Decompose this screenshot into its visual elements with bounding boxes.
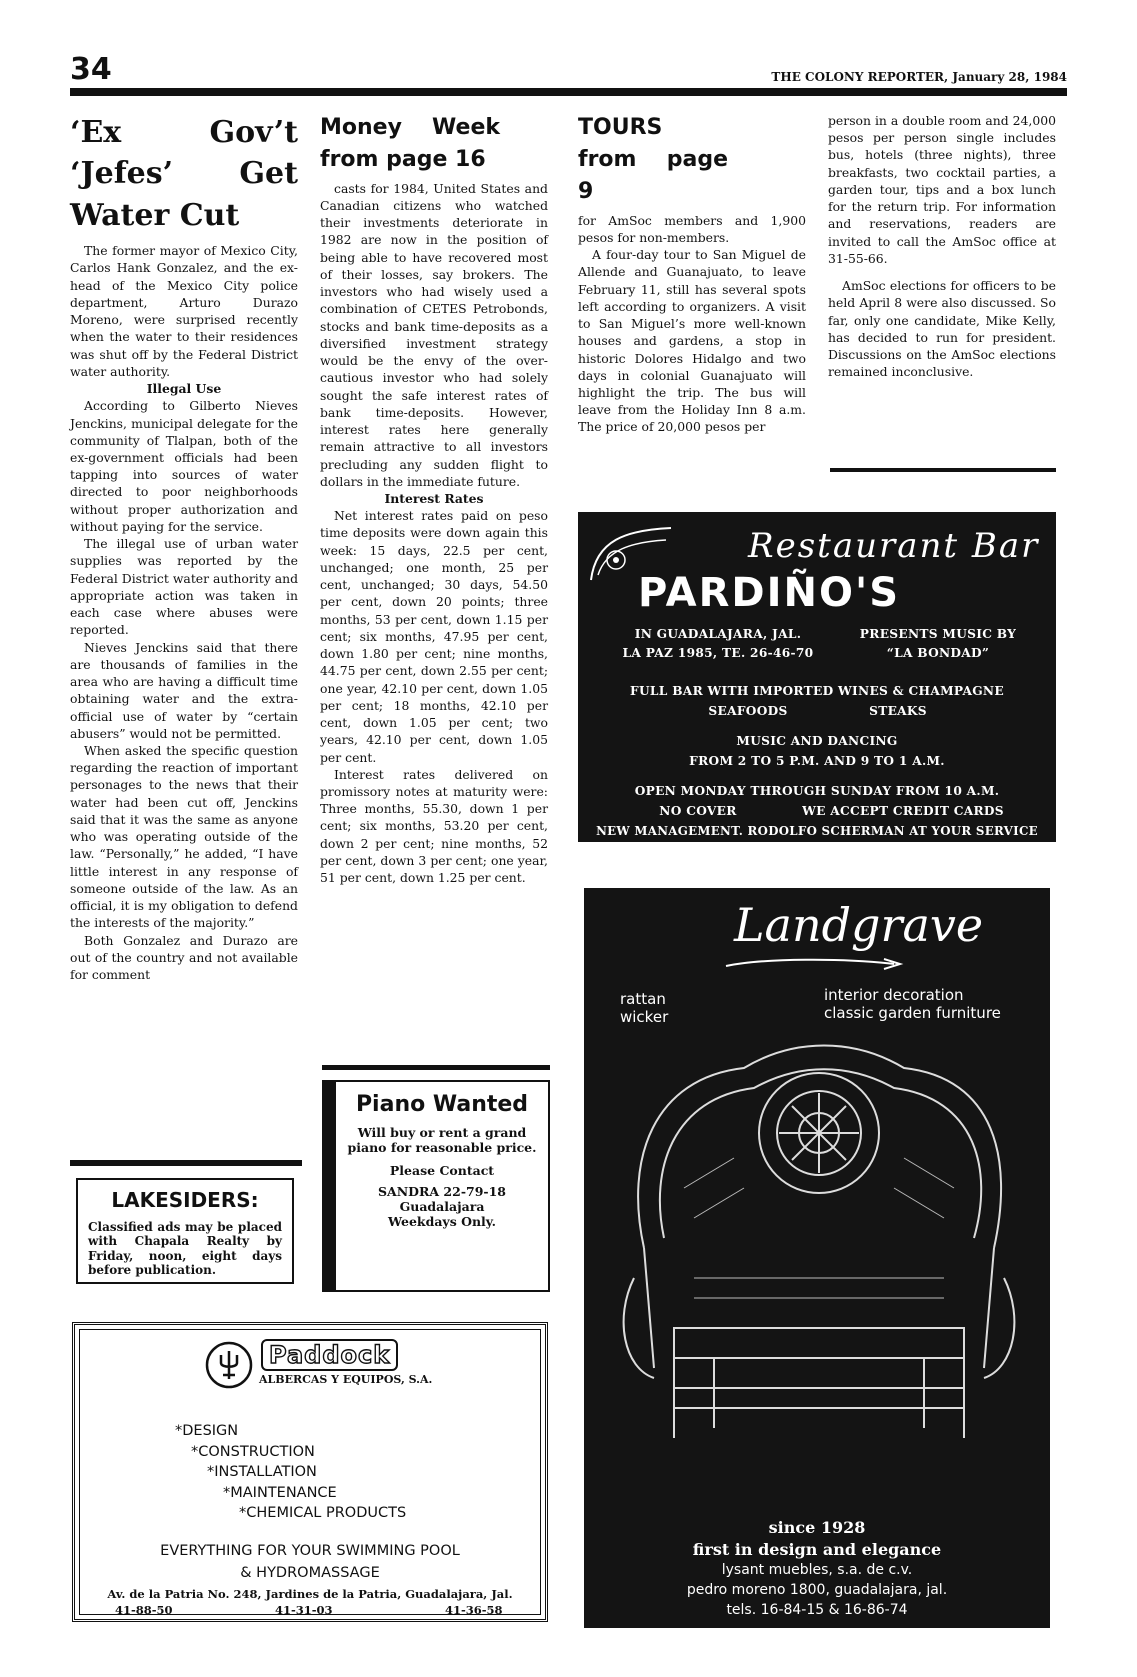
pardinos-location-1: IN GUADALAJARA, JAL. (634, 627, 802, 641)
pardinos-cover: NO COVER (659, 804, 737, 818)
piano-title: Piano Wanted (355, 1092, 529, 1117)
paragraph: Interest rates delivered on promissory notes at maturity were: Three months, 55.30, down 1 per cent; six months, 53.20 per cent, down 2 per cent; nine months, 52 per cent, down 3 per cent; one year, 51 per cent, down 1.25 per cent. (320, 766, 548, 886)
pardinos-name: PARDIÑO'S (638, 570, 901, 616)
paragraph: for AmSoc members and 1,900 pesos for non-members. (578, 212, 806, 245)
column-rule (70, 1160, 302, 1166)
landgrave-slogan: first in design and elegance (692, 1540, 942, 1559)
header-rule (70, 88, 1067, 96)
service-item: *MAINTENANCE (223, 1484, 337, 1501)
wicker-chair-illustration (614, 1038, 1024, 1458)
landgrave-left-2: wicker (620, 1008, 669, 1026)
paragraph: According to Gilberto Nieves Jenckins, municipal delegate for the community of Tlalpan, both of the ex-government officials had been tapping into sources of water directed to poor neighborhoods without proper authorization and without paying for the service. (70, 398, 298, 534)
paragraph: AmSoc elections for officers to be held April 8 were also discussed. So far, only one candidate, Mike Kelly, has decided to run for president. Discussions on the AmSoc elections remained inconclusive. (828, 278, 1056, 380)
paragraph: casts for 1984, United States and Canadian citizens who watched their investments deteriorate in 1982 are now in the position of being able to have recovered most of their losses, say brokers. The investors who had wisely used a combination of CETES Petrobonds, stocks and bank time-deposits as a diversified investment strategy would be the envy of the over-cautious investor who had solely sought the safe interest rates of bank time-deposits. However, interest rates here generally remain attractive to all investors precluding any sudden flight to dollars in the immediate future. (320, 180, 548, 489)
lakesiders-body: Classified ads may be placed with Chapala Realty by Friday, noon, eight days before publication. (88, 1220, 282, 1278)
paddock-phone-1: 41-88-50 (115, 1603, 173, 1617)
service-item: *CHEMICAL PRODUCTS (239, 1505, 407, 1522)
page-number: 34 (70, 52, 112, 87)
paddock-phone-2: 41-31-03 (275, 1603, 333, 1617)
pardinos-bar-2b: STEAKS (869, 704, 927, 718)
piano-city: Guadalajara (399, 1199, 485, 1214)
landgrave-right-1: interior decoration (824, 986, 964, 1004)
pardinos-dance-1: MUSIC AND DANCING (736, 734, 898, 748)
paragraph: Both Gonzalez and Durazo are out of the country and not available for comment (70, 932, 298, 983)
pardinos-dance-2: FROM 2 TO 5 P.M. AND 9 TO 1 A.M. (689, 754, 945, 768)
pardinos-bar-1: FULL BAR WITH IMPORTED WINES & CHAMPAGNE (630, 684, 1004, 698)
piano-days: Weekdays Only. (388, 1214, 496, 1229)
underline-swash-icon (724, 956, 904, 972)
paragraph: Net interest rates paid on peso time deposits were down again this week: 15 days, 22.5 per cent, unchanged; one month, 25 per cent, unchanged; 30 days, 54.50 per cent, down 20 points; three months, 53 per cent, down 1.15 per cent; six months, 47.95 per cent, down 1.80 per cent; nine months, 44.75 per cent, down 2.55 per cent; one year, 42.10 per cent, down 1.05 per cent; 18 months, 42.10 per cent, down 1.05 per cent; two years, 42.10 per cent, down 1.05 per cent. (320, 508, 548, 765)
service-item: *DESIGN (175, 1423, 239, 1439)
paddock-phone-3: 41-36-58 (445, 1603, 503, 1617)
piano-body: Will buy or rent a grand piano for reasonable price. (347, 1125, 537, 1155)
pardinos-management: NEW MANAGEMENT. RODOLFO SCHERMAN AT YOUR SERVICE (596, 824, 1038, 838)
article-tours-continued (828, 112, 1056, 381)
article-water-cut (70, 112, 298, 983)
piano-wanted-box (322, 1080, 550, 1292)
pardinos-music-1: PRESENTS MUSIC BY (859, 627, 1017, 641)
landgrave-address: pedro moreno 1800, guadalajara, jal. (686, 1582, 948, 1598)
landgrave-company: lysant muebles, s.a. de c.v. (721, 1562, 913, 1578)
paragraph: When asked the specific question regarding the reaction of important personages to the news that their water had been cut off, Jenckins said that it was the same as anyone who was operating outside of the law. “Personally,” he added, “I have little interest in any response of someone outside of the law. As an official, it is my obligation to defend the interests of the majority.” (70, 742, 298, 931)
landgrave-brand: Landgrave (734, 898, 984, 952)
paddock-line-1: EVERYTHING FOR YOUR SWIMMING POOL (160, 1543, 460, 1559)
piano-contact: Please Contact (389, 1163, 495, 1178)
paragraph: Nieves Jenckins said that there are thousands of families in the area who are having a difficult time obtaining water and the extra-official use of water by “certain abusers” would not be permitted. (70, 639, 298, 741)
paddock-logo: Paddock (261, 1339, 398, 1371)
service-item: *INSTALLATION (207, 1464, 317, 1481)
piano-name: SANDRA 22-79-18 (378, 1184, 506, 1199)
lakesiders-box (76, 1178, 294, 1284)
landgrave-phones: tels. 16-84-15 & 16-86-74 (726, 1602, 908, 1618)
paddock-tagline: ALBERCAS Y EQUIPOS, S.A. (259, 1373, 433, 1386)
headline-money-week: Money Week from page 16 (320, 115, 500, 172)
pardinos-location-2: LA PAZ 1985, TE. 26-46-70 (622, 646, 814, 660)
paddock-ad (72, 1322, 548, 1622)
landgrave-ad (584, 888, 1050, 1628)
headline-tours: TOURS from page 9 (578, 115, 728, 204)
pardinos-ad (578, 512, 1056, 842)
landgrave-right-2: classic garden furniture (824, 1004, 1001, 1022)
column-rule (322, 1065, 550, 1070)
service-item: *CONSTRUCTION (191, 1443, 315, 1460)
pardinos-open: OPEN MONDAY THROUGH SUNDAY FROM 10 A.M. (634, 784, 1000, 798)
pardinos-music-2: “LA BONDAD” (886, 646, 990, 660)
pardinos-script: Restaurant Bar (748, 526, 1040, 566)
running-head: THE COLONY REPORTER, January 28, 1984 (771, 70, 1067, 84)
paragraph: The illegal use of urban water supplies was reported by the Federal District water authority and appropriate action was taken in each case where abuses were reported. (70, 536, 298, 638)
paragraph: The former mayor of Mexico City, Carlos Hank Gonzalez, and the ex-head of the Mexico City police department, Arturo Durazo Moreno, were surprised recently when the water to their residences was shut off by the Federal District water authority. (70, 243, 298, 379)
pardinos-bar-2a: SEAFOODS (708, 704, 788, 718)
article-money-week (320, 112, 548, 886)
subhead: Interest Rates (384, 491, 484, 506)
article-tours (578, 112, 806, 436)
paddock-address: Av. de la Patria No. 248, Jardines de la Patria, Guadalajara, Jal. (107, 1587, 513, 1601)
paragraph: A four-day tour to San Miguel de Allende and Guanajuato, to leave February 11, still has several spots left according to organizers. A visit to San Miguel’s more well-known houses and gardens, a stop in historic Dolores Hidalgo and two days in colonial Guanajuato will highlight the trip. The bus will leave from the Holiday Inn 8 a.m. The price of 20,000 pesos per (578, 247, 806, 435)
paddock-line-2: & HYDROMASSAGE (240, 1565, 380, 1581)
landgrave-left-1: rattan (620, 990, 666, 1008)
subhead: Illegal Use (146, 381, 222, 397)
pardinos-cards: WE ACCEPT CREDIT CARDS (802, 804, 1004, 818)
paragraph: person in a double room and 24,000 pesos per person single includes bus, hotels (three nights), three breakfasts, two cocktail parties, a garden tour, tips and a box lunch for the return trip. For information and reservations, readers are invited to call the AmSoc office at 31-55-66. (828, 113, 1056, 266)
landgrave-since: since 1928 (768, 1518, 866, 1537)
column-rule (830, 468, 1056, 472)
headline-water-cut: ‘Ex Gov’t ‘Jefes’ Get Water Cut (70, 115, 298, 233)
trident-logo-icon (205, 1341, 253, 1389)
lakesiders-title: LAKESIDERS: (111, 1188, 259, 1212)
service-list (175, 1421, 406, 1524)
